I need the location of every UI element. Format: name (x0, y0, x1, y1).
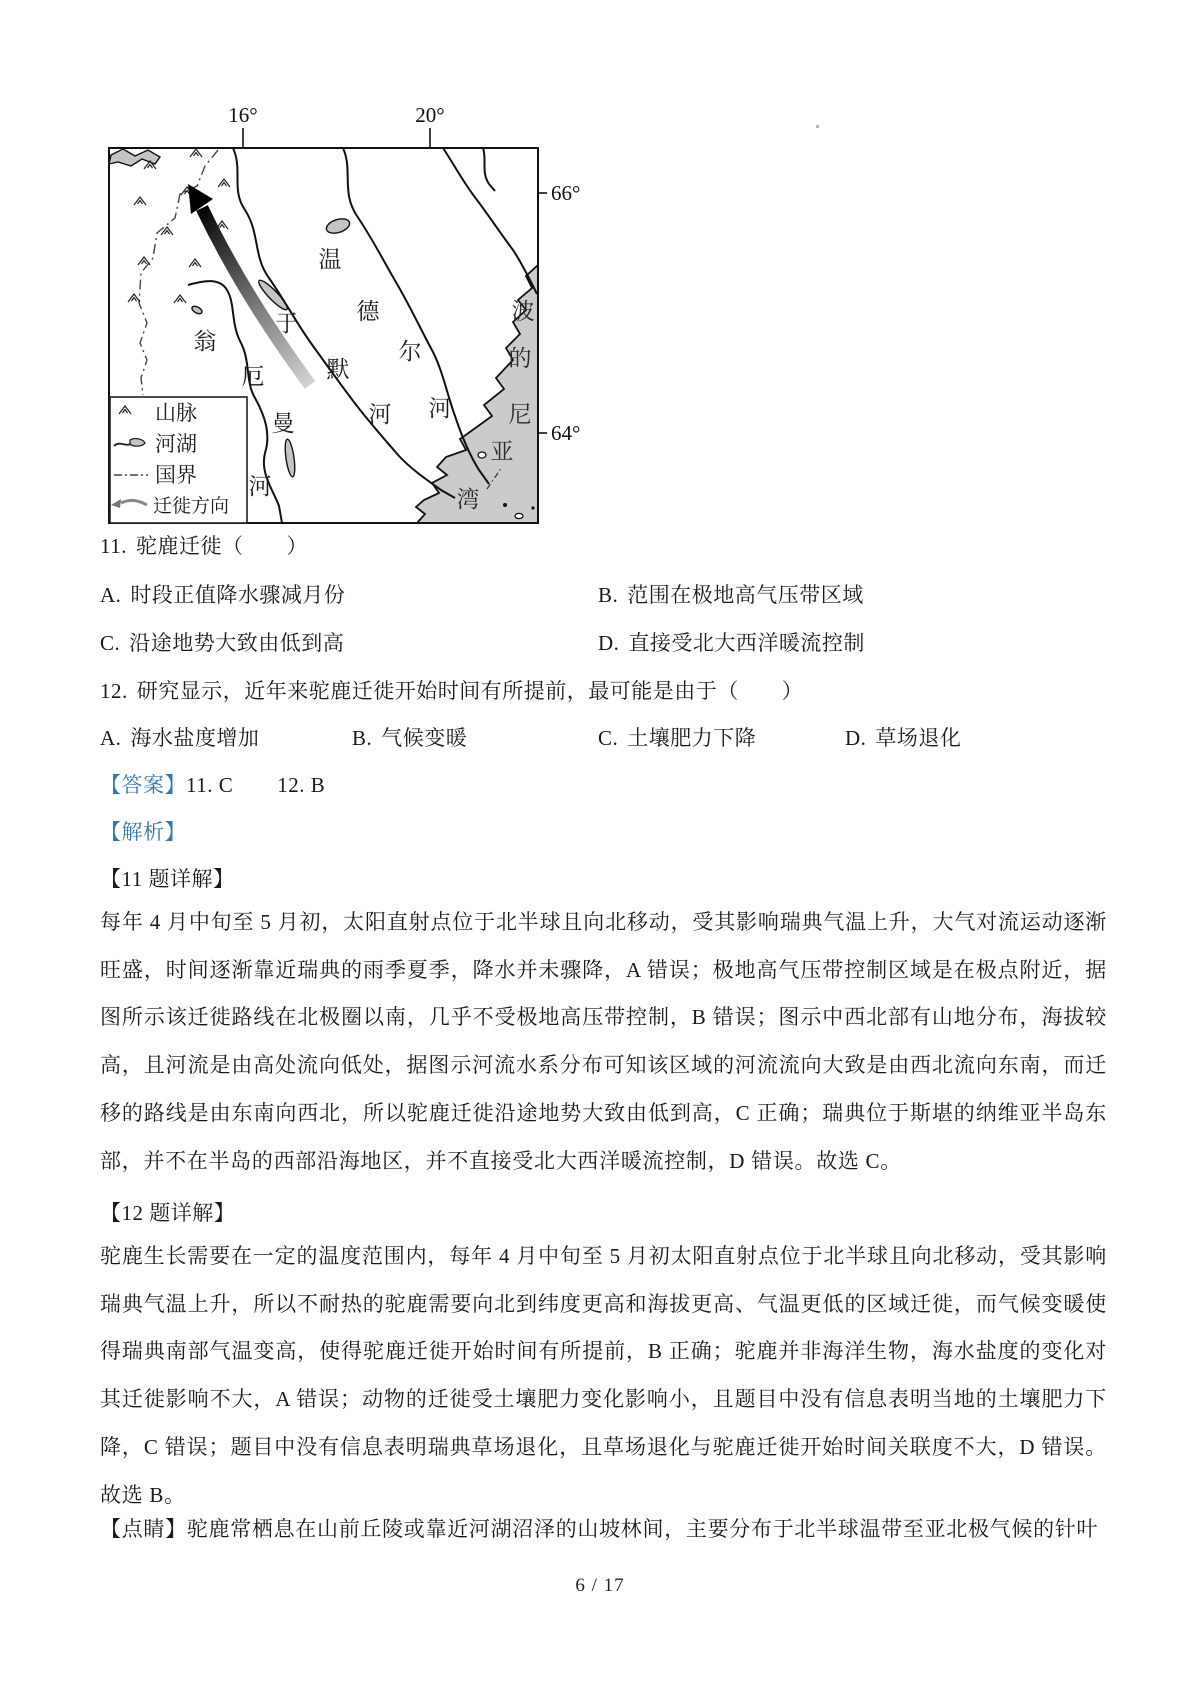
option-key: C. (100, 631, 121, 655)
islet-dot (531, 506, 534, 509)
option-text: 草场退化 (875, 726, 962, 750)
option-text: 直接受北大西洋暖流控制 (628, 631, 865, 655)
question-11-options-row2 (100, 627, 1107, 657)
legend-label-border: 国界 (155, 463, 197, 487)
option-key: A. (100, 726, 122, 750)
question-11-text: 驼鹿迁徙（ ） (135, 534, 308, 558)
option-11-B (598, 579, 864, 609)
answer-line (100, 769, 325, 799)
option-12-D (845, 722, 961, 752)
river1-char: 翁 (193, 329, 217, 354)
analysis-q11-heading: 【11 题详解】 (100, 867, 235, 891)
option-key: B. (598, 583, 619, 607)
option-key: D. (845, 726, 867, 750)
lat-label-66: 66° (551, 181, 581, 205)
option-text: 范围在极地高气压带区域 (627, 583, 864, 607)
migration-arrow (188, 184, 310, 385)
scan-speck (816, 125, 819, 128)
answer-item-12: 12. B (277, 773, 326, 797)
analysis-q12-heading: 【12 题详解】 (100, 1201, 236, 1225)
option-key: C. (598, 726, 619, 750)
river3-char: 温 (318, 247, 342, 272)
option-key: D. (598, 631, 620, 655)
option-text: 沿途地势大致由低到高 (129, 631, 345, 655)
lat-label-64: 64° (551, 421, 581, 445)
question-11-options-row1 (100, 579, 1107, 609)
sea-char: 湾 (456, 487, 480, 512)
river1-char: 曼 (271, 411, 295, 436)
river2-char: 河 (368, 402, 392, 427)
option-text: 土壤肥力下降 (627, 726, 757, 750)
option-11-C (100, 627, 344, 657)
sea-char: 波 (511, 299, 535, 324)
sea-char: 亚 (490, 439, 514, 464)
river1-char: 河 (248, 474, 272, 499)
map-figure (85, 98, 585, 530)
sweden-moose-migration-map (85, 98, 585, 530)
question-12-options-row (100, 722, 1107, 752)
analysis-q12-paragraph: 驼鹿生长需要在一定的温度范围内，每年 4 月中旬至 5 月初太阳直射点位于北半球且向北移动，受其影响瑞典气温上升，所以不耐热的驼鹿需要向北到纬度更高和海拔更高、气温更低的区域迁徙，而气候变暖使得瑞典南部气温变高，使得驼鹿迁徙开始时间有所提前，B 正确；驼鹿并非海洋生物，海水盐度的变化对其迁徙影响不大，A 错误；动物的迁徙受土壤肥力变化影响小，且题目中没有信息表明当地的土壤肥力下降，C 错误；题目中没有信息表明瑞典草场退化，且草场退化与驼鹿迁徙开始时间关联度不大，D 错误。故选 B。 (100, 1244, 1107, 1507)
legend-label-migration: 迁徙方向 (153, 496, 230, 517)
option-text: 海水盐度增加 (130, 726, 260, 750)
analysis-tag: 【解析】 (100, 820, 186, 844)
analysis-q11-paragraph: 每年 4 月中旬至 5 月初，太阳直射点位于北半球且向北移动，受其影响瑞典气温上升，大气对流运动逐渐旺盛，时间逐渐靠近瑞典的雨季夏季，降水并未骤降，A 错误；极地高气压带控制区域是在极点附近，据图所示该迁徙路线在北极圈以南，几乎不受极地高压带控制，B 错误；图示中西北部有山地分布，海拔较高，且河流是由高处流向低处，据图示河流水系分布可知该区域的河流流向大致是由西北流向东南，而迁移的路线是由东南向西北，所以驼鹿迁徙沿途地势大致由低到高，C 正确；瑞典位于斯堪的纳维亚半岛东部，并不在半岛的西部沿海地区，并不直接受北大西洋暖流控制，D 错误。故选 C。 (100, 910, 1107, 1173)
option-12-B (352, 722, 467, 752)
option-11-D (598, 627, 865, 657)
national-border-line (139, 150, 218, 395)
option-text: 气候变暖 (381, 726, 468, 750)
answer-tag: 【答案】 (100, 773, 186, 797)
analysis-tip-line (100, 1506, 1107, 1554)
sea-char: 的 (508, 346, 532, 371)
option-key: A. (100, 583, 122, 607)
river-northeast (443, 148, 537, 294)
lon-label-16: 16° (228, 103, 258, 127)
question-12-text: 研究显示，近年来驼鹿迁徙开始时间有所提前，最可能是由于（ ） (136, 679, 804, 703)
river1-char: 厄 (241, 364, 265, 389)
question-12-stem (100, 675, 803, 705)
lon-label-20: 20° (415, 103, 445, 127)
option-key: B. (352, 726, 373, 750)
question-12-number: 12. (100, 679, 128, 703)
option-12-A (100, 722, 259, 752)
map-legend (110, 397, 247, 523)
tip-tag: 【点睛】 (100, 1517, 187, 1541)
river2-char: 默 (326, 357, 350, 382)
river3-char: 德 (356, 299, 380, 324)
islet-dot (503, 503, 507, 507)
river2-char: 于 (275, 311, 299, 336)
page-number: 6 / 17 (575, 1575, 625, 1596)
river3-char: 河 (428, 396, 452, 421)
tip-text: 驼鹿常栖息在山前丘陵或靠近河湖沼泽的山坡林间，主要分布于北半球温带至亚北极气候的针叶 (186, 1517, 1099, 1541)
answer-item-11: 11. C (186, 773, 234, 797)
question-11-stem (100, 530, 308, 560)
river-branch (483, 148, 495, 191)
sea-char: 尼 (508, 402, 532, 427)
legend-label-mountain: 山脉 (155, 401, 197, 425)
option-11-A (100, 579, 345, 609)
legend-label-river-lake: 河湖 (155, 432, 197, 456)
river3-char: 尔 (398, 339, 422, 364)
islet (515, 513, 523, 518)
question-11-number: 11. (100, 534, 127, 558)
option-text: 时段正值降水骤减月份 (130, 583, 346, 607)
option-12-C (598, 722, 756, 752)
island (478, 452, 486, 458)
